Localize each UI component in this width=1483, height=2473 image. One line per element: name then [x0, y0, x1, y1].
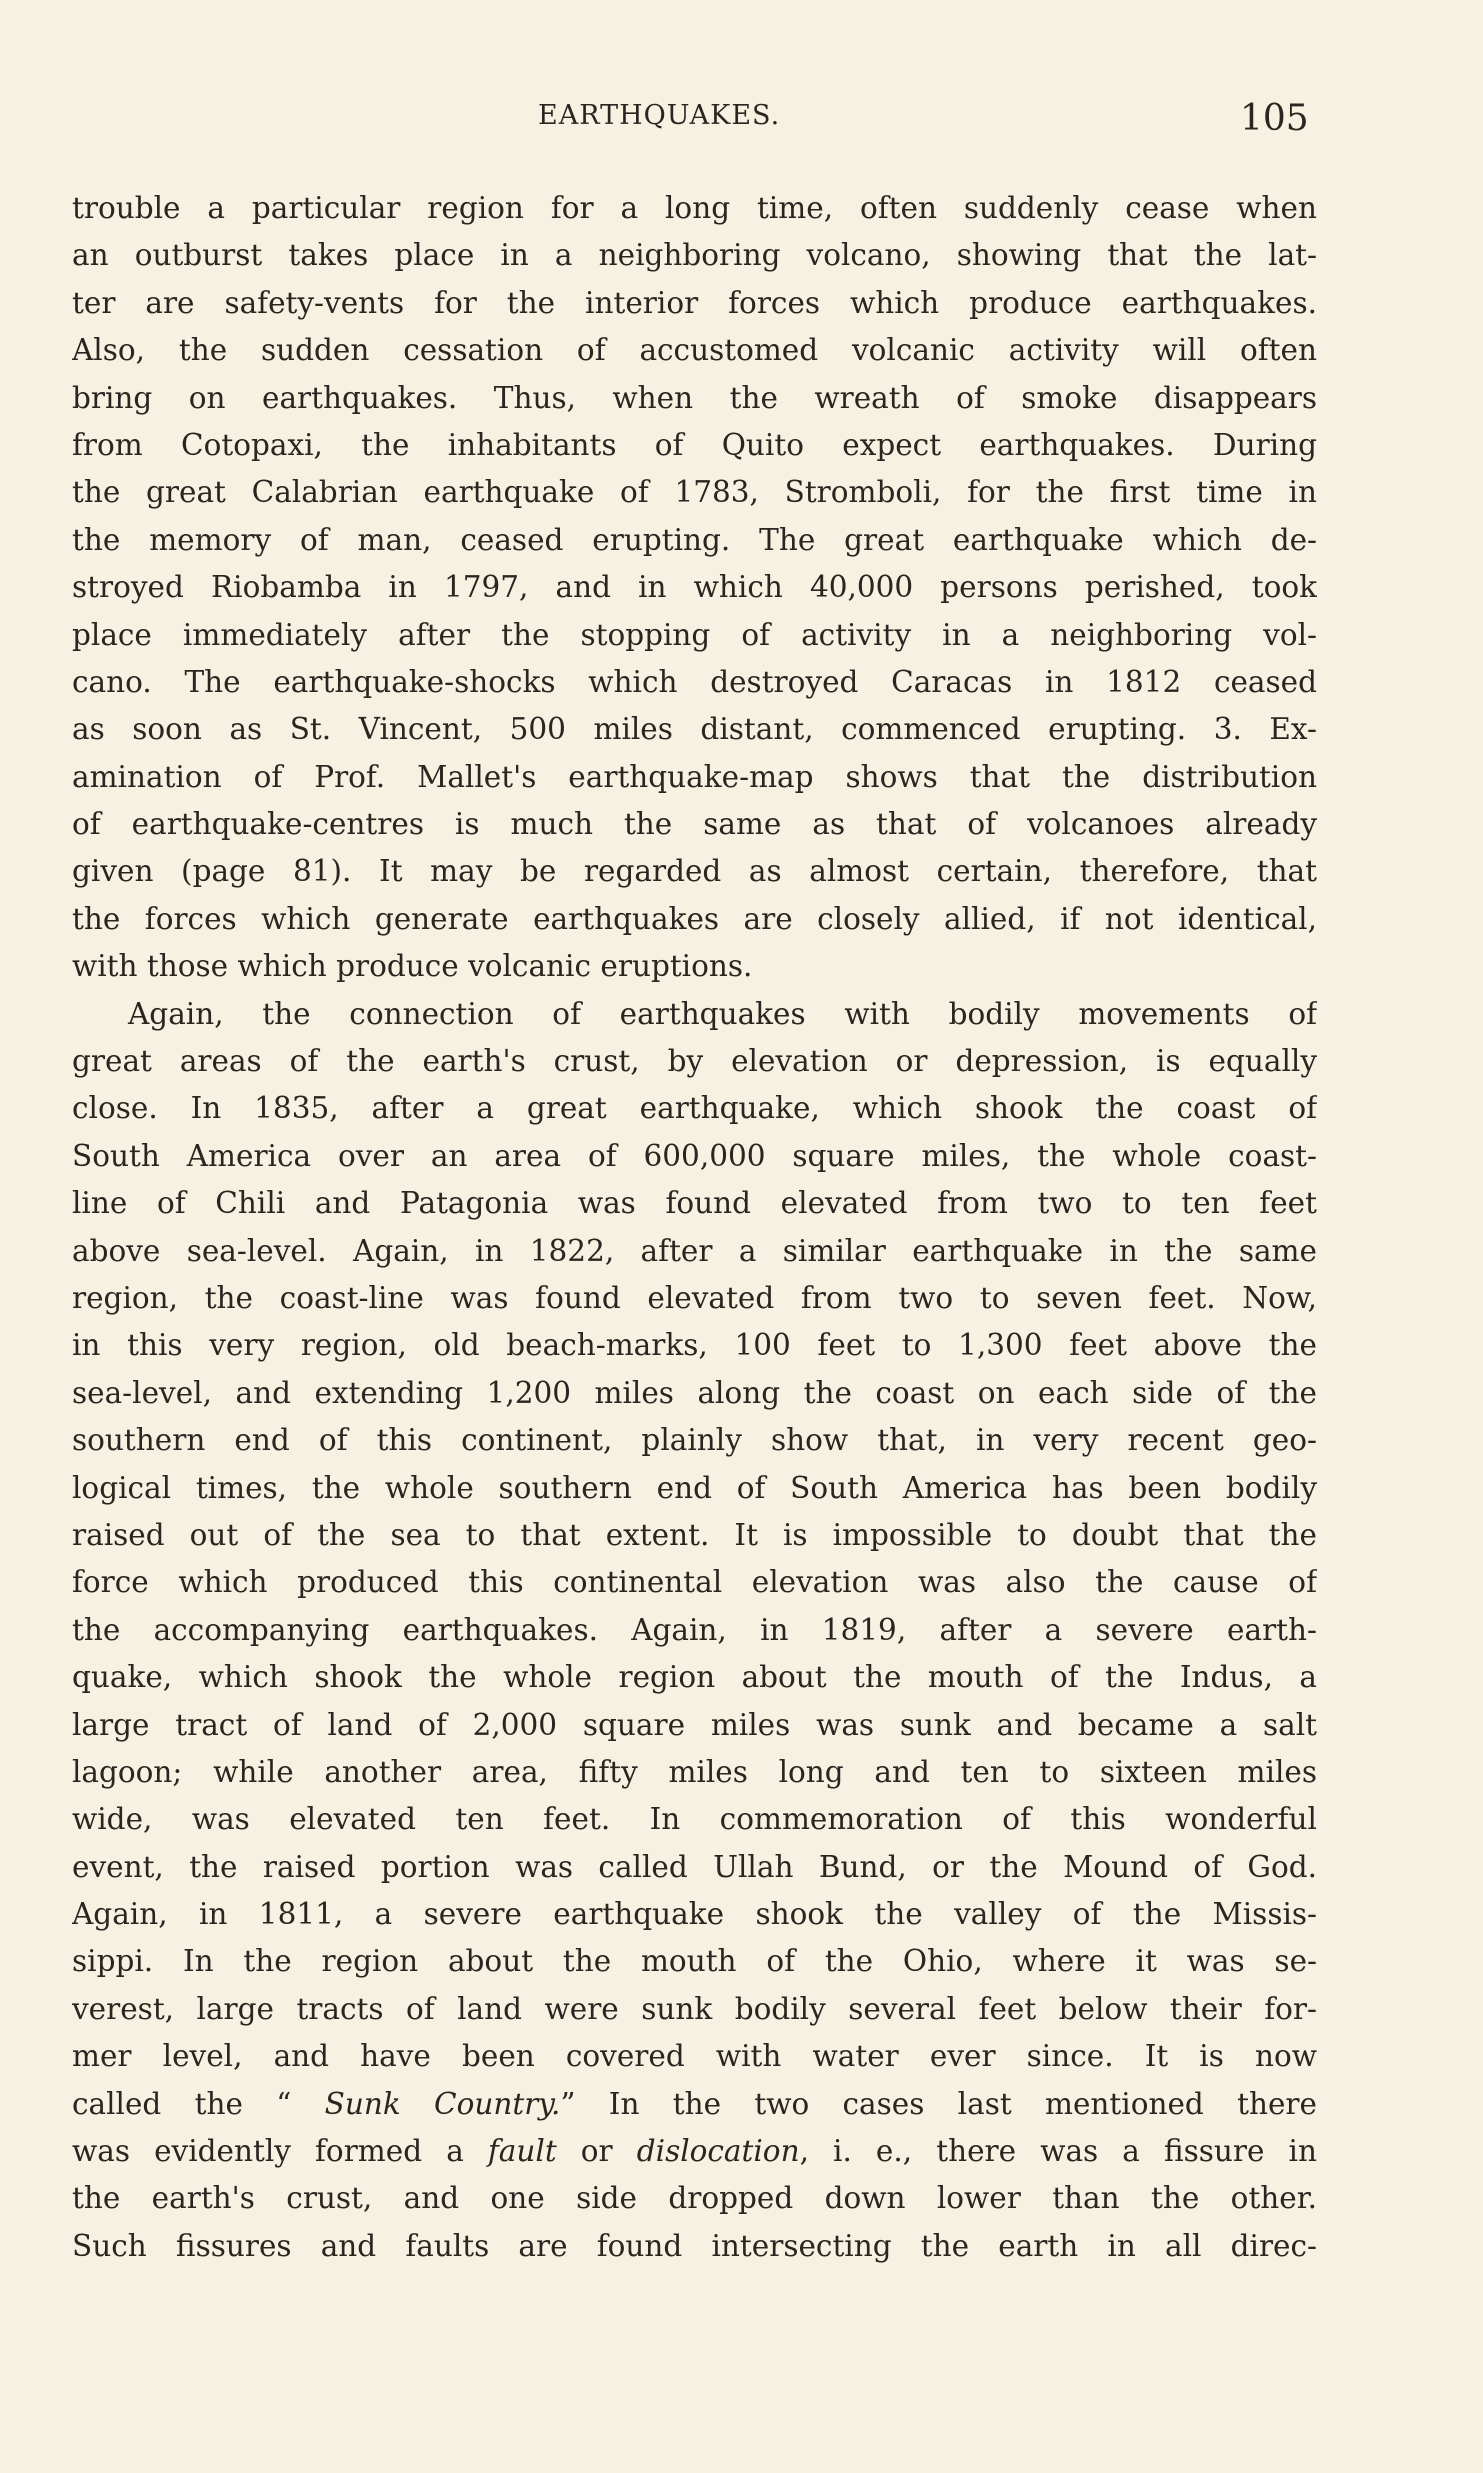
text-line: southern end of this continent, plainly show that, in very recent geo-: [72, 1423, 1317, 1458]
text-line: an outburst takes place in a neighboring volcano, showing that the lat-: [72, 238, 1317, 273]
text-line: sippi. In the region about the mouth of the Ohio, where it was se-: [72, 1944, 1317, 1979]
text-line: the memory of man, ceased erupting. The great earthquake which de-: [72, 522, 1317, 557]
text-line: from Cotopaxi, the inhabitants of Quito expect earthquakes. During: [72, 427, 1317, 462]
text-line: force which produced this continental elevation was also the cause of: [72, 1565, 1317, 1600]
text-line: region, the coast-line was found elevated from two to seven feet. Now,: [72, 1280, 1317, 1315]
text-line: Again, in 1811, a severe earthquake shook the valley of the Missis-: [72, 1897, 1317, 1932]
text-line: stroyed Riobamba in 1797, and in which 40,000 persons perished, took: [72, 570, 1317, 605]
text-line: sea-level, and extending 1,200 miles along the coast on each side of the: [72, 1375, 1317, 1410]
text-line: the accompanying earthquakes. Again, in 1819, after a severe earth-: [72, 1612, 1317, 1647]
text-line: large tract of land of 2,000 square miles was sunk and became a salt: [72, 1707, 1317, 1742]
text-line: given (page 81). It may be regarded as almost certain, therefore, that: [72, 854, 1317, 889]
text-run: , i. e., there was a fissure in: [799, 2134, 1317, 2169]
text-line: above sea-level. Again, in 1822, after a similar earthquake in the same: [72, 1233, 1317, 1268]
text-line: ter are safety-vents for the interior forces which produce earthquakes.: [72, 285, 1317, 320]
paragraph-1: [72, 185, 1317, 991]
text-line: trouble a particular region for a long time, often suddenly cease when: [72, 191, 1317, 225]
running-head: [0, 98, 1483, 148]
text-line: Such fissures and faults are found intersecting the earth in all direc-: [72, 2228, 1317, 2263]
text-line: line of Chili and Patagonia was found elevated from two to ten feet: [72, 1186, 1317, 1221]
text-line: in this very region, old beach-marks, 100 feet to 1,300 feet above the: [72, 1328, 1317, 1363]
paragraph-2: [72, 991, 1317, 2271]
text-line: the earth's crust, and one side dropped down lower than the other.: [72, 2181, 1317, 2216]
page-number: 105: [1240, 98, 1309, 139]
text-line: the forces which generate earthquakes are closely allied, if not identical,: [72, 901, 1317, 936]
text-line: logical times, the whole southern end of South America has been bodily: [72, 1470, 1317, 1505]
text-line: mer level, and have been covered with water ever since. It is now: [72, 2039, 1317, 2074]
text-line: raised out of the sea to that extent. It is impossible to doubt that the: [72, 1517, 1317, 1552]
text-line: great areas of the earth's crust, by elevation or depression, is equally: [72, 1044, 1317, 1079]
text-line: cano. The earthquake-shocks which destroyed Caracas in 1812 ceased: [72, 664, 1317, 699]
text-line: Also, the sudden cessation of accustomed volcanic activity will often: [72, 333, 1317, 368]
text-run: was evidently formed a: [72, 2134, 488, 2169]
italic-term: dislocation: [636, 2134, 800, 2169]
text-line: amination of Prof. Mallet's earthquake-map shows that the distribution: [72, 759, 1317, 794]
text-line: wide, was elevated ten feet. In commemoration of this wonderful: [72, 1802, 1317, 1837]
text-line: verest, large tracts of land were sunk bodily several feet below their for-: [72, 1991, 1317, 2026]
text-line: with those which produce volcanic eruptions.: [72, 949, 753, 984]
italic-term: fault: [487, 2134, 557, 2169]
text-line: lagoon; while another area, fifty miles long and ten to sixteen miles: [72, 1754, 1317, 1789]
text-line: Again, the connection of earthquakes with bodily movements of: [128, 996, 1317, 1031]
text-line: South America over an area of 600,000 square miles, the whole coast-: [72, 1138, 1317, 1173]
text-run: called the “: [72, 2086, 325, 2121]
text-line: the great Calabrian earthquake of 1783, Stromboli, for the first time in: [72, 475, 1317, 510]
text-run: or: [556, 2134, 637, 2169]
italic-phrase: Sunk Country.: [324, 2086, 561, 2121]
text-line: quake, which shook the whole region about the mouth of the Indus, a: [72, 1660, 1317, 1695]
text-line: as soon as St. Vincent, 500 miles distant, commenced erupting. 3. Ex-: [72, 712, 1317, 747]
text-line: place immediately after the stopping of activity in a neighboring vol-: [72, 617, 1317, 652]
text-line: event, the raised portion was called Ullah Bund, or the Mound of God.: [72, 1849, 1317, 1884]
text-line: [72, 2081, 1317, 2128]
text-run: ” In the two cases last mentioned there: [560, 2086, 1317, 2121]
text-line: bring on earthquakes. Thus, when the wreath of smoke disappears: [72, 380, 1317, 415]
text-line: [72, 2128, 1317, 2175]
body-text: [72, 185, 1317, 2270]
text-line: of earthquake-centres is much the same as that of volcanoes already: [72, 807, 1317, 842]
text-line: close. In 1835, after a great earthquake, which shook the coast of: [72, 1091, 1317, 1126]
running-title: EARTHQUAKES.: [538, 100, 781, 131]
